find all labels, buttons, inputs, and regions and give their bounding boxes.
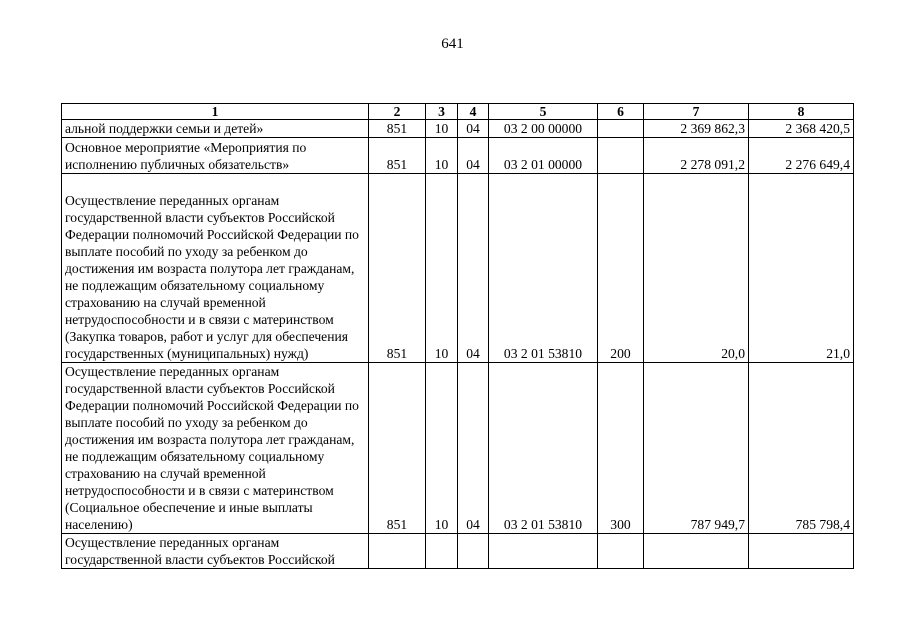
header-col-1: 1 [62, 104, 369, 120]
row-name: альной поддержки семьи и детей» [62, 120, 369, 138]
table-row [62, 138, 854, 174]
row-amount-col7: 2 369 862,3 [644, 120, 749, 138]
row-section-code: 10 [426, 120, 458, 138]
row-amount-col8 [749, 534, 854, 569]
row-subsection-code: 04 [458, 363, 489, 534]
row-subsection-code [458, 534, 489, 569]
header-col-8: 8 [749, 104, 854, 120]
row-amount-col8: 2 276 649,4 [749, 138, 854, 174]
row-target-article: 03 2 01 53810 [489, 363, 598, 534]
row-amount-col7: 787 949,7 [644, 363, 749, 534]
row-ministry-code: 851 [369, 138, 426, 174]
row-subsection-code: 04 [458, 174, 489, 363]
row-expense-type [598, 534, 644, 569]
page-number: 641 [441, 36, 464, 52]
row-section-code [426, 534, 458, 569]
table-row [62, 534, 854, 569]
row-subsection-code: 04 [458, 120, 489, 138]
row-section-code: 10 [426, 363, 458, 534]
header-col-2: 2 [369, 104, 426, 120]
table-row [62, 120, 854, 138]
row-amount-col7: 2 278 091,2 [644, 138, 749, 174]
row-ministry-code: 851 [369, 363, 426, 534]
header-col-3: 3 [426, 104, 458, 120]
row-section-code: 10 [426, 174, 458, 363]
row-target-article: 03 2 01 53810 [489, 174, 598, 363]
row-ministry-code: 851 [369, 120, 426, 138]
row-name: Осуществление переданных органам государственной власти субъектов Российской [62, 534, 369, 569]
row-amount-col8: 785 798,4 [749, 363, 854, 534]
row-expense-type [598, 138, 644, 174]
row-name: Осуществление переданных органам государственной власти субъектов Российской Федерации полномочий Российской Федерации по выплате пособий по уходу за ребенком до достижения им возраста полутора лет гражданам, не подлежащим обязательному социальному страхованию на случай временной нетрудоспособности и в связи с материнством (Закупка товаров, работ и услуг для обеспечения государственных (муниципальных) нужд) [62, 174, 369, 363]
row-name: Основное мероприятие «Мероприятия по исполнению публичных обязательств» [62, 138, 369, 174]
header-col-7: 7 [644, 104, 749, 120]
row-subsection-code: 04 [458, 138, 489, 174]
row-target-article: 03 2 00 00000 [489, 120, 598, 138]
row-amount-col7 [644, 534, 749, 569]
budget-table [61, 103, 854, 569]
row-ministry-code: 851 [369, 174, 426, 363]
row-target-article: 03 2 01 00000 [489, 138, 598, 174]
header-row [62, 104, 854, 120]
row-name: Осуществление переданных органам государственной власти субъектов Российской Федерации полномочий Российской Федерации по выплате пособий по уходу за ребенком до достижения им возраста полутора лет гражданам, не подлежащим обязательному социальному страхованию на случай временной нетрудоспособности и в связи с материнством (Социальное обеспечение и иные выплаты населению) [62, 363, 369, 534]
row-expense-type: 300 [598, 363, 644, 534]
row-section-code: 10 [426, 138, 458, 174]
row-amount-col7: 20,0 [644, 174, 749, 363]
header-col-5: 5 [489, 104, 598, 120]
row-target-article [489, 534, 598, 569]
table-row [62, 363, 854, 534]
row-amount-col8: 2 368 420,5 [749, 120, 854, 138]
row-expense-type: 200 [598, 174, 644, 363]
header-col-6: 6 [598, 104, 644, 120]
table-row [62, 174, 854, 363]
row-expense-type [598, 120, 644, 138]
row-amount-col8: 21,0 [749, 174, 854, 363]
row-ministry-code [369, 534, 426, 569]
header-col-4: 4 [458, 104, 489, 120]
